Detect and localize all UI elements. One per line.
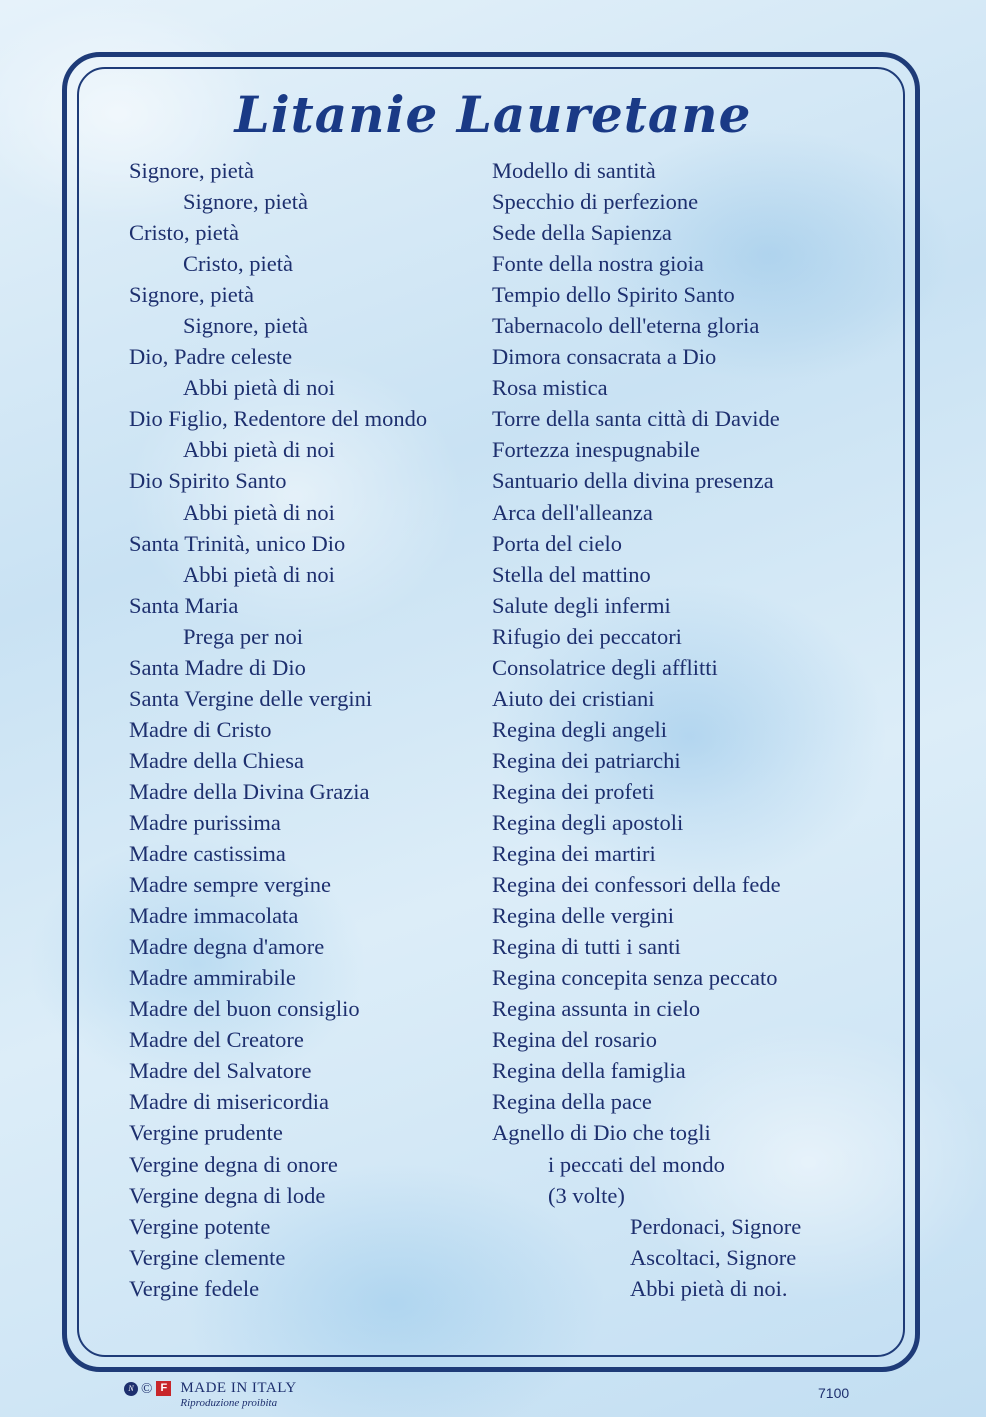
litany-line: Ascoltaci, Signore xyxy=(630,1244,797,1270)
reproduction-notice: Riproduzione proibita xyxy=(180,1397,278,1409)
litany-line: Regina della pace xyxy=(492,1089,652,1115)
page-title: Litanie Lauretane xyxy=(234,85,752,144)
litany-line: Modello di santità xyxy=(492,158,656,183)
footer xyxy=(124,1380,297,1409)
litany-line: (3 volte) xyxy=(548,1182,625,1208)
litany-line: Vergine clemente xyxy=(129,1244,286,1270)
litany-line: Dimora consacrata a Dio xyxy=(492,344,717,370)
litany-line: Madre castissima xyxy=(129,841,286,867)
litany-line: Madre purissima xyxy=(129,809,281,835)
litany-line: Consolatrice degli afflitti xyxy=(492,654,718,680)
litany-line: Santa Madre di Dio xyxy=(129,654,306,680)
litany-line: Madre ammirabile xyxy=(129,965,296,991)
publisher-logo-icon: N xyxy=(124,1382,138,1396)
litany-line: Regina dei confessori della fede xyxy=(492,872,781,898)
litany-line: Agnello di Dio che togli xyxy=(492,1120,711,1146)
litany-line: Regina dei profeti xyxy=(492,778,655,804)
made-in-block xyxy=(180,1380,296,1409)
litany-line: Santa Maria xyxy=(129,592,239,618)
product-code: 7100 xyxy=(818,1385,850,1401)
litany-line: Rosa mistica xyxy=(492,375,608,401)
litany-line: Madre della Divina Grazia xyxy=(129,778,370,804)
litany-left-column xyxy=(129,155,489,1304)
litany-line: Santa Vergine delle vergini xyxy=(129,685,373,711)
litany-line: Regina dei martiri xyxy=(492,841,656,867)
litany-line: Porta del cielo xyxy=(492,530,622,556)
litany-line: Signore, pietà xyxy=(183,313,308,339)
litany-line: Signore, pietà xyxy=(129,282,254,308)
litany-line: Santuario della divina presenza xyxy=(492,468,774,494)
litany-line: Specchio di perfezione xyxy=(492,189,699,215)
litany-line: Rifugio dei peccatori xyxy=(492,623,682,649)
litany-line: Vergine prudente xyxy=(129,1120,283,1146)
litany-line: Abbi pietà di noi xyxy=(183,375,335,401)
litany-line: Regina di tutti i santi xyxy=(492,934,681,960)
litany-line: Regina delle vergini xyxy=(492,903,675,929)
litany-line: Regina del rosario xyxy=(492,1027,657,1053)
litany-line: Madre di misericordia xyxy=(129,1089,329,1115)
litany-line: Madre sempre vergine xyxy=(129,872,332,898)
litany-line: Regina degli apostoli xyxy=(492,809,684,835)
litany-line: Perdonaci, Signore xyxy=(630,1213,802,1239)
litany-right-column xyxy=(492,155,892,1304)
litany-line: Signore, pietà xyxy=(183,189,308,215)
litany-line: Madre immacolata xyxy=(129,903,299,929)
litany-line: Arca dell'alleanza xyxy=(492,499,653,525)
litany-line: Madre del buon consiglio xyxy=(129,996,360,1022)
litany-line: Regina dei patriarchi xyxy=(492,747,681,773)
made-in-italy-label: MADE IN ITALY xyxy=(180,1380,297,1396)
litany-line: Abbi pietà di noi xyxy=(183,561,335,587)
litany-line: Sede della Sapienza xyxy=(492,220,672,246)
litany-line: Tempio dello Spirito Santo xyxy=(492,282,735,308)
litany-line: Torre della santa città di Davide xyxy=(492,406,780,432)
litany-line: Regina assunta in cielo xyxy=(492,996,701,1022)
litany-line: Dio Figlio, Redentore del mondo xyxy=(129,406,428,432)
brand-logo-icon: F xyxy=(156,1381,171,1396)
litany-line: Madre della Chiesa xyxy=(129,747,304,773)
litany-line: Abbi pietà di noi. xyxy=(630,1275,788,1301)
litany-line: Abbi pietà di noi xyxy=(183,499,335,525)
litany-line: Regina concepita senza peccato xyxy=(492,965,778,991)
litany-line: Madre del Creatore xyxy=(129,1027,304,1053)
litany-line: Prega per noi xyxy=(183,623,303,649)
litany-line: Tabernacolo dell'eterna gloria xyxy=(492,313,760,339)
litany-line: Vergine potente xyxy=(129,1213,271,1239)
litany-line: Dio, Padre celeste xyxy=(129,344,293,370)
litany-line: Abbi pietà di noi xyxy=(183,437,335,463)
litany-line: Madre di Cristo xyxy=(129,716,272,742)
litany-line: Stella del mattino xyxy=(492,561,651,587)
litany-line: Cristo, pietà xyxy=(129,220,239,246)
litany-line: Regina degli angeli xyxy=(492,716,667,742)
litany-line: Vergine degna di lode xyxy=(129,1182,326,1208)
litany-line: Fortezza inespugnabile xyxy=(492,437,701,463)
litany-line: Madre degna d'amore xyxy=(129,934,325,960)
litany-line: Signore, pietà xyxy=(129,158,254,183)
litany-line: i peccati del mondo xyxy=(548,1151,725,1177)
litany-line: Fonte della nostra gioia xyxy=(492,251,704,277)
litany-line: Cristo, pietà xyxy=(183,251,293,277)
litany-line: Dio Spirito Santo xyxy=(129,468,287,494)
litany-line: Vergine fedele xyxy=(129,1275,260,1301)
copyright-symbol: © xyxy=(141,1381,153,1397)
litany-line: Santa Trinità, unico Dio xyxy=(129,530,346,556)
litany-line: Madre del Salvatore xyxy=(129,1058,312,1084)
litany-line: Salute degli infermi xyxy=(492,592,671,618)
litany-line: Regina della famiglia xyxy=(492,1058,686,1084)
litany-line: Vergine degna di onore xyxy=(129,1151,338,1177)
litany-line: Aiuto dei cristiani xyxy=(492,685,655,711)
